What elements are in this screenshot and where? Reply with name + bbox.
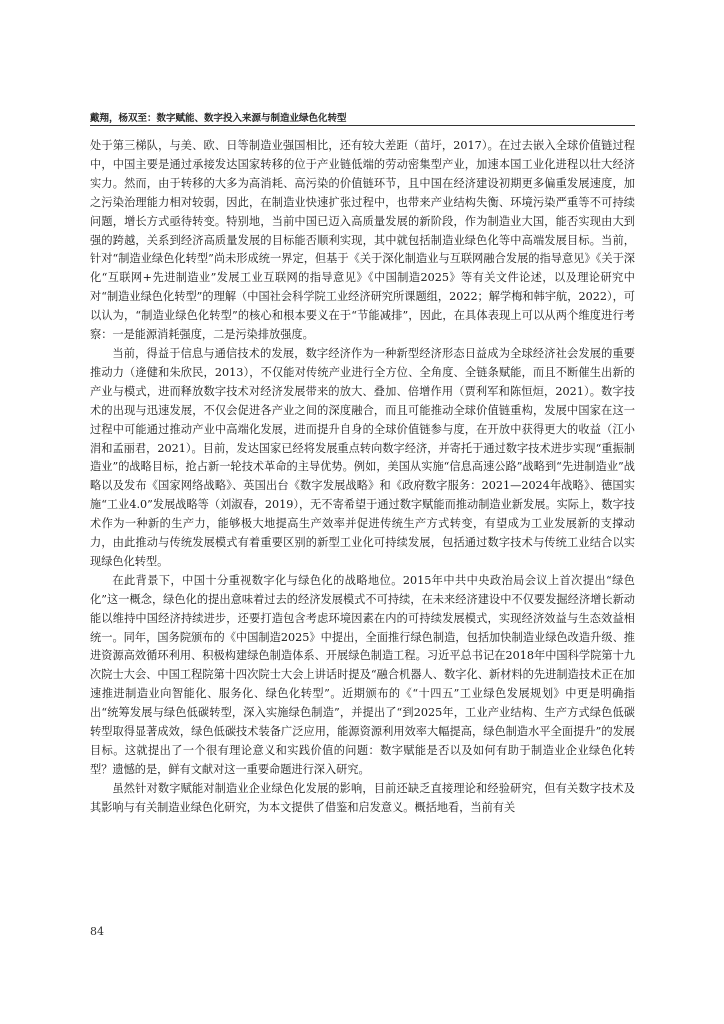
page-number: 84 [90, 925, 104, 938]
paragraph: 在此背景下，中国十分重视数字化与绿色化的战略地位。2015年中共中央政治局会议上首次提出“绿色化”这一概念，绿色化的提出意味着过去的经济发展模式不可持续，在未来经济建设中不仅要发掘经济增长新动能以维持中国经济持续进步，还要打造包含考虑环境因素在内的可持续发展模式，实现经济效益与生态效益相统一。同年，国务院颁布的《中国制造2025》中提出，全面推行绿色制造，包括加快制造业绿色改造升级、推进资源高效循环利用、积极构建绿色制造体系、开展绿色制造工程。习近平总书记在2018年中国科学院第十九次院士大会、中国工程院第十四次院士大会上讲话时提及“融合机器人、数字化、新材料的先进制造技术正在加速推进制造业向智能化、服务化、绿色化转型”。近期颁布的《“十四五”工业绿色发展规划》中更是明确指出“统筹发展与绿色低碳转型，深入实施绿色制造”，并提出了“到2025年，工业产业结构、生产方式绿色低碳转型取得显著成效，绿色低碳技术装备广泛应用，能源资源利用效率大幅提高，绿色制造水平全面提升”的发展目标。这就提出了一个很有理论意义和实践价值的问题：数字赋能是否以及如何有助于制造业企业绿色化转型？遗憾的是，鲜有文献对这一重要命题进行深入研究。 [90, 573, 635, 776]
header-rule [90, 125, 635, 126]
paragraph: 当前，得益于信息与通信技术的发展，数字经济作为一种新型经济形态日益成为全球经济社会发展的重要推动力（逄健和朱欣民，2013），不仅能对传统产业进行全方位、全角度、全链条赋能，而且不断催生出新的产业与模式，进而释放数字技术对经济发展带来的放大、叠加、倍增作用（贾利军和陈恒烜，2021）。数字技术的出现与迅速发展，不仅会促进各产业之间的深度融合，而且可能推动全球价值链重构，发展中国家在这一过程中可能通过推动产业中高端化发展，进而提升自身的全球价值链参与度，在开放中获得更大的收益（江小涓和孟丽君，2021）。目前，发达国家已经将发展重点转向数字经济，并寄托于通过数字技术进步实现“重振制造业”的战略目标，抢占新一轮技术革命的主导优势。例如，美国从实施“信息高速公路”战略到“先进制造业”战略以及发布《国家网络战略》、英国出台《数字发展战略》和《政府数字服务：2021—2024年战略》、德国实施“工业4.0”发展战略等（刘淑春，2019），无不寄希望于通过数字赋能而推动制造业新发展。实际上，数字技术作为一种新的生产力，能够极大地提高生产效率并促进传统生产方式转变，有望成为工业发展新的支撑动力，由此推动与传统发展模式有着重要区别的新型工业化可持续发展，包括通过数字技术与传统工业结合以实现绿色化转型。 [90, 346, 635, 568]
paragraph-continued: 处于第三梯队，与美、欧、日等制造业强国相比，还有较大差距（苗圩，2017）。在过去嵌入全球价值链过程中，中国主要是通过承接发达国家转移的位于产业链低端的劳动密集型产业，加速本国工业化进程以壮大经济实力。然而，由于转移的大多为高消耗、高污染的价值链环节，且中国在经济建设初期更多偏重发展速度，加之污染治理能力相对较弱，因此，在制造业快速扩张过程中，也带来产业结构失衡、环境污染严重等不可持续问题，增长方式亟待转变。特别地，当前中国已迈入高质量发展的新阶段，作为制造业大国，能否实现由大到强的跨越，关系到经济高质量发展的目标能否顺利实现，其中就包括制造业绿色化等中高端发展目标。当前，针对“制造业绿色化转型”尚未形成统一界定，但基于《关于深化制造业与互联网融合发展的指导意见》《关于深化“互联网+先进制造业”发展工业互联网的指导意见》《中国制造2025》等有关文件论述，以及理论研究中对“制造业绿色化转型”的理解（中国社会科学院工业经济研究所课题组，2022；解学梅和韩宇航，2022），可以认为，“制造业绿色化转型”的核心和根本要义在于“节能减排”，因此，在具体表现上可以从两个维度进行考察：一是能源消耗强度，二是污染排放强度。 [90, 139, 635, 342]
running-header: 戴翔，杨双至：数字赋能、数字投入来源与制造业绿色化转型 [90, 113, 347, 124]
body-text [90, 137, 635, 818]
paragraph: 虽然针对数字赋能对制造业企业绿色化发展的影响，目前还缺乏直接理论和经验研究，但有关数字技术及其影响与有关制造业绿色化研究，为本文提供了借鉴和启发意义。概括地看，当前有关 [90, 781, 635, 814]
